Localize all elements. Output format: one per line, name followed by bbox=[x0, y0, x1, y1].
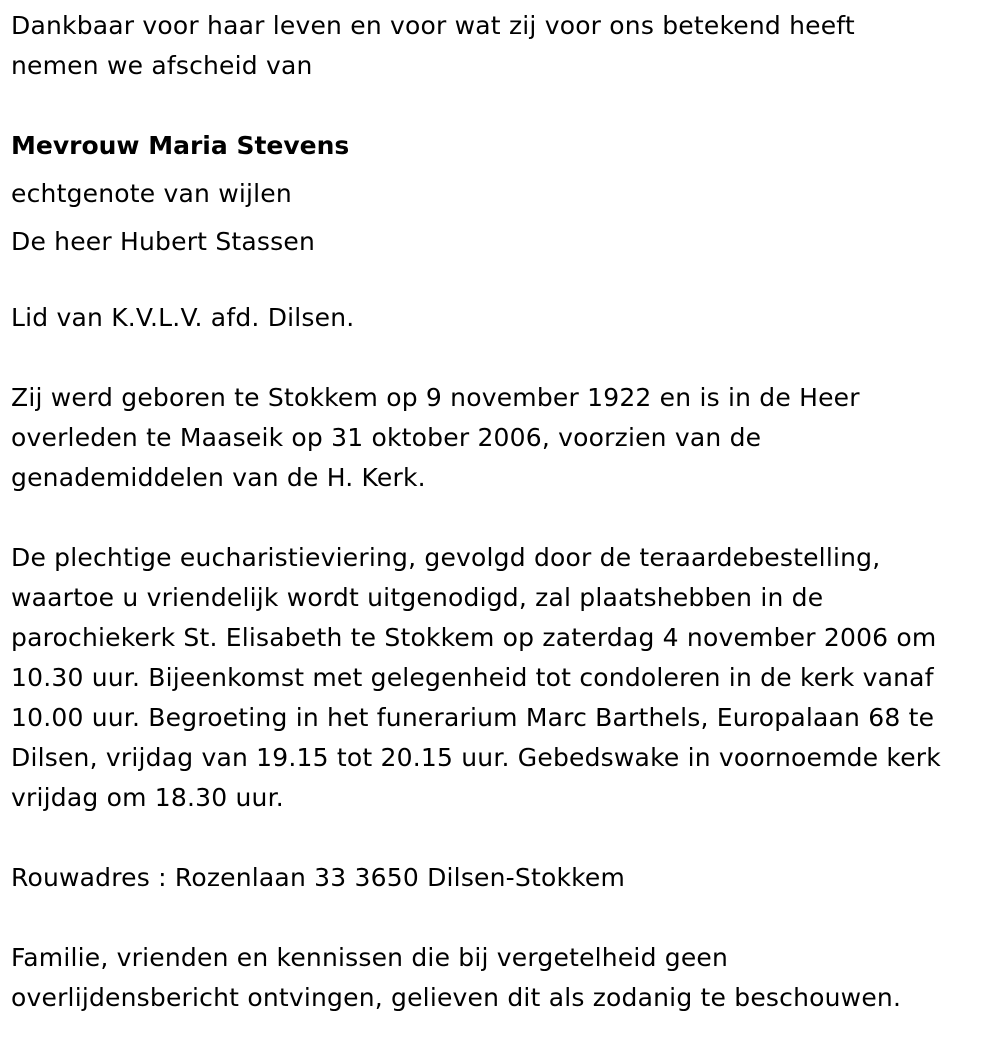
closing-line-1: Familie, vrienden en kennissen die bij vergetelheid geen bbox=[11, 943, 729, 972]
birth-death-paragraph bbox=[11, 378, 996, 498]
birth-death-line-2: overleden te Maaseik op 31 oktober 2006, voorzien van de bbox=[11, 423, 762, 452]
closing-line-2: overlijdensbericht ontvingen, gelieven dit als zodanig te beschouwen. bbox=[11, 983, 902, 1012]
ceremony-line-4: 10.30 uur. Bijeenkomst met gelegenheid tot condoleren in de kerk vanaf bbox=[11, 663, 934, 692]
ceremony-line-3: parochiekerk St. Elisabeth te Stokkem op zaterdag 4 november 2006 om bbox=[11, 623, 937, 652]
ceremony-paragraph bbox=[11, 538, 996, 818]
address-paragraph bbox=[11, 858, 996, 898]
ceremony-line-7: vrijdag om 18.30 uur. bbox=[11, 783, 284, 812]
obituary-text bbox=[11, 6, 996, 1018]
mourning-address-line: Rouwadres : Rozenlaan 33 3650 Dilsen-Stokkem bbox=[11, 863, 626, 892]
membership-paragraph bbox=[11, 298, 996, 338]
intro-line-1: Dankbaar voor haar leven en voor wat zij voor ons betekend heeft bbox=[11, 11, 855, 40]
ceremony-line-5: 10.00 uur. Begroeting in het funerarium Marc Barthels, Europalaan 68 te bbox=[11, 703, 935, 732]
spouse-line: De heer Hubert Stassen bbox=[11, 227, 315, 256]
intro-paragraph bbox=[11, 6, 996, 86]
ceremony-line-1: De plechtige eucharistieviering, gevolgd door de teraardebestelling, bbox=[11, 543, 881, 572]
membership-line: Lid van K.V.L.V. afd. Dilsen. bbox=[11, 303, 355, 332]
intro-line-2: nemen we afscheid van bbox=[11, 51, 313, 80]
deceased-block bbox=[11, 122, 996, 266]
deceased-name: Mevrouw Maria Stevens bbox=[11, 131, 350, 160]
birth-death-line-3: genademiddelen van de H. Kerk. bbox=[11, 463, 426, 492]
closing-paragraph bbox=[11, 938, 996, 1018]
ceremony-line-6: Dilsen, vrijdag van 19.15 tot 20.15 uur. Gebedswake in voornoemde kerk bbox=[11, 743, 941, 772]
relation-line: echtgenote van wijlen bbox=[11, 179, 292, 208]
birth-death-line-1: Zij werd geboren te Stokkem op 9 november 1922 en is in de Heer bbox=[11, 383, 860, 412]
ceremony-line-2: waartoe u vriendelijk wordt uitgenodigd, zal plaatshebben in de bbox=[11, 583, 824, 612]
